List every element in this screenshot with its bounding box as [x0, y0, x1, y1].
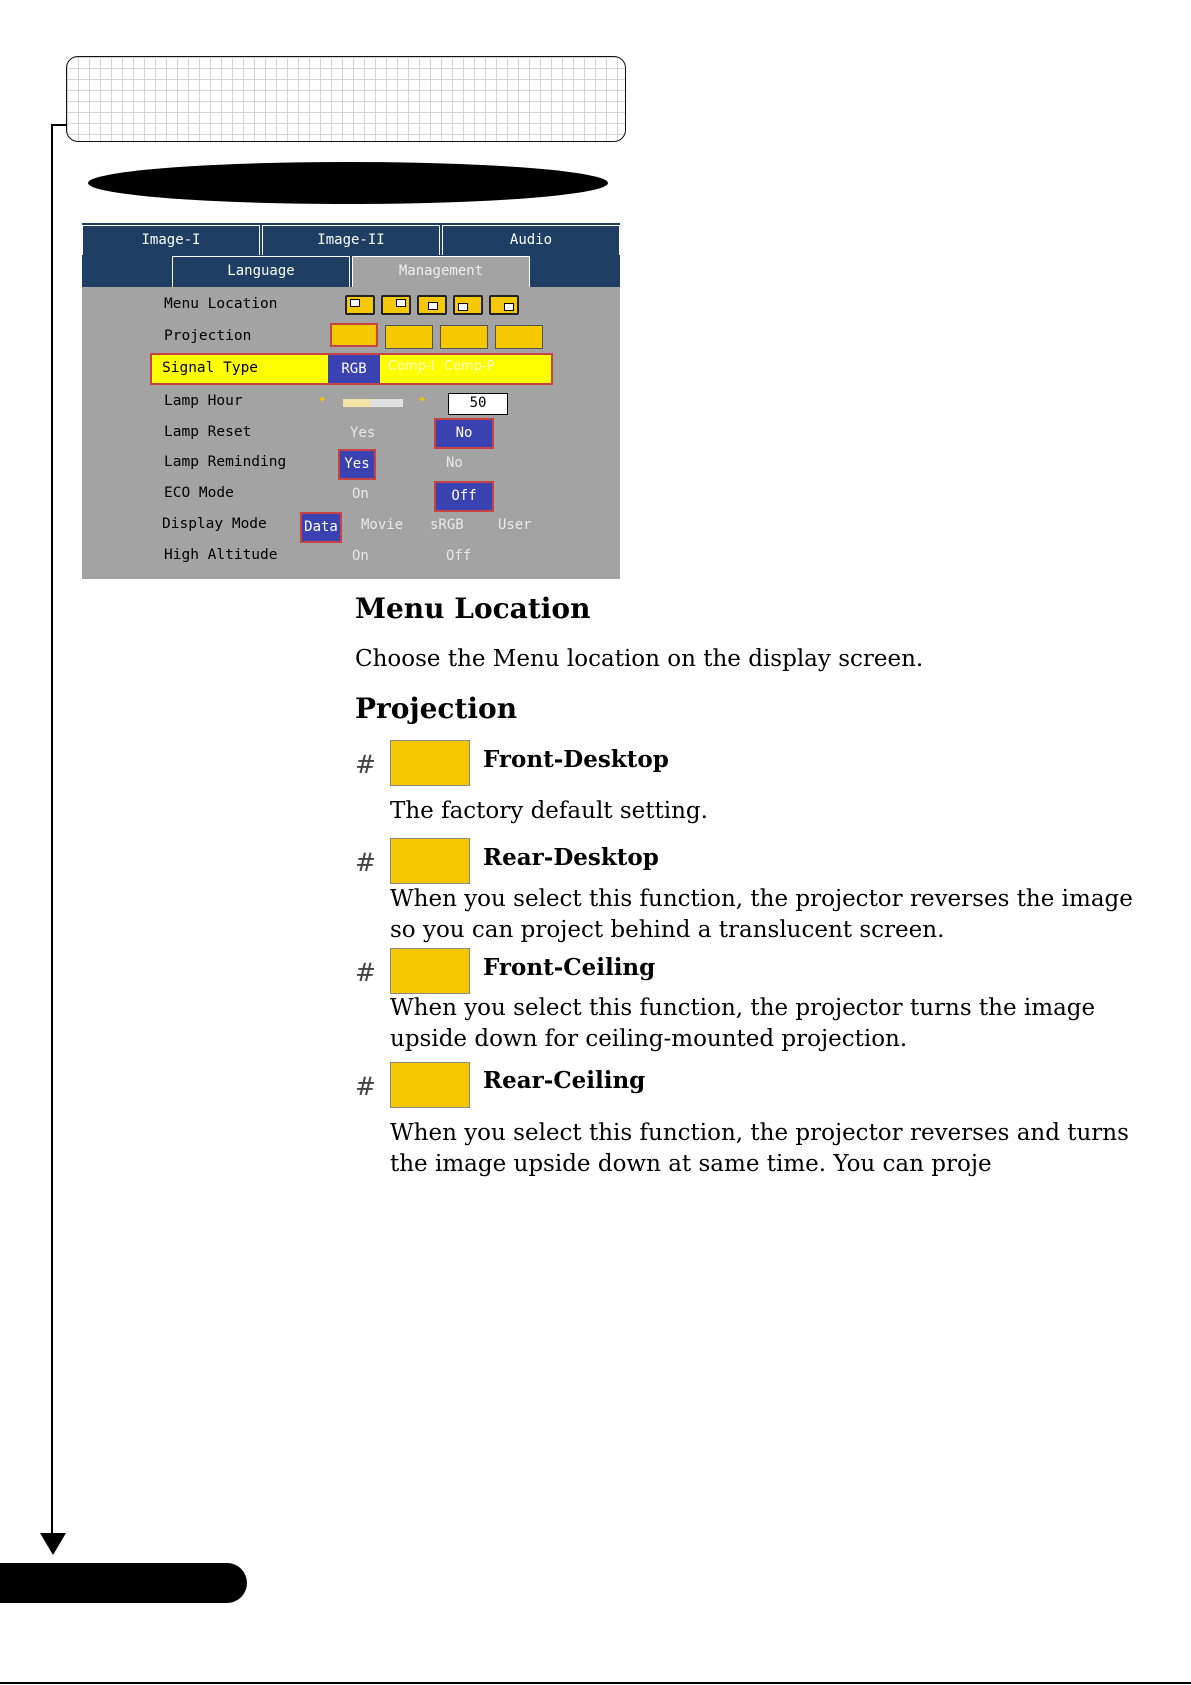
projection-label: Projection — [164, 328, 252, 344]
margin-line — [51, 124, 53, 1544]
tab-audio[interactable]: Audio — [442, 225, 620, 255]
bottom-rule — [0, 1682, 1191, 1684]
front-ceiling-icon — [390, 948, 470, 994]
rear-ceiling-icon[interactable] — [495, 325, 543, 349]
signal-comp-i-option[interactable]: Comp-I — [388, 359, 435, 374]
high-altitude-off[interactable]: Off — [446, 548, 472, 564]
menu-bottom-left-icon[interactable] — [453, 295, 483, 315]
menu-location-description: Choose the Menu location on the display screen. — [355, 646, 924, 672]
front-desktop-icon — [390, 740, 470, 786]
menu-bottom-right-icon[interactable] — [489, 295, 519, 315]
lamp-low-icon: ✦ — [318, 391, 327, 407]
projection-heading: Projection — [355, 692, 518, 725]
tab-image-i[interactable]: Image-I — [82, 225, 260, 255]
display-mode-movie[interactable]: Movie — [361, 517, 404, 533]
display-mode-srgb[interactable]: sRGB — [430, 517, 464, 533]
tab-language[interactable]: Language — [172, 256, 350, 287]
arrow-down-icon — [40, 1533, 66, 1555]
menu-location-heading: Menu Location — [355, 592, 591, 625]
menu-center-icon[interactable] — [417, 295, 447, 315]
lamp-high-icon: ✦ — [418, 391, 427, 407]
lamp-reset-no[interactable]: No — [434, 418, 494, 449]
bullet-hash: # — [355, 750, 376, 779]
front-desktop-description: The factory default setting. — [390, 798, 708, 824]
high-altitude-on[interactable]: On — [352, 548, 369, 564]
menu-location-label: Menu Location — [164, 296, 278, 312]
rear-desktop-description-line-1: When you select this function, the projector reverses the image — [390, 886, 1133, 912]
rear-ceiling-icon — [390, 1062, 470, 1108]
tab-management[interactable]: Management — [352, 256, 530, 287]
menu-top-left-icon[interactable] — [345, 295, 375, 315]
high-altitude-label: High Altitude — [164, 547, 278, 563]
front-desktop-icon[interactable] — [330, 323, 378, 347]
rear-desktop-title: Rear-Desktop — [483, 844, 659, 871]
eco-mode-on[interactable]: On — [352, 486, 369, 502]
lamp-hour-label: Lamp Hour — [164, 393, 243, 409]
eco-mode-label: ECO Mode — [164, 485, 234, 501]
bullet-hash: # — [355, 848, 376, 877]
rear-ceiling-description-line-1: When you select this function, the projector reverses and turns — [390, 1120, 1129, 1146]
lamp-hour-value: 50 — [448, 393, 508, 415]
bullet-hash: # — [355, 958, 376, 987]
menu-top-right-icon[interactable] — [381, 295, 411, 315]
display-mode-label: Display Mode — [162, 516, 267, 532]
signal-type-row[interactable] — [150, 353, 553, 385]
eco-mode-off[interactable]: Off — [434, 481, 494, 512]
margin-line-top — [51, 124, 67, 126]
page-header-grid — [66, 56, 626, 142]
chapter-title-bar — [88, 162, 608, 204]
rear-desktop-icon — [390, 838, 470, 884]
rear-ceiling-description-line-2: the image upside down at same time. You can proje — [390, 1151, 992, 1177]
rear-desktop-description-line-2: so you can project behind a translucent screen. — [390, 917, 945, 943]
bullet-hash: # — [355, 1072, 376, 1101]
display-mode-data[interactable]: Data — [300, 512, 342, 543]
lamp-hour-fill — [343, 399, 370, 407]
lamp-reminding-label: Lamp Reminding — [164, 454, 287, 470]
page-number-tab — [0, 1563, 247, 1603]
tab-image-ii[interactable]: Image-II — [262, 225, 440, 255]
lamp-reminding-no[interactable]: No — [446, 455, 463, 471]
front-ceiling-description-line-2: upside down for ceiling-mounted projection. — [390, 1026, 908, 1052]
front-ceiling-description-line-1: When you select this function, the projector turns the image — [390, 995, 1096, 1021]
front-ceiling-title: Front-Ceiling — [483, 954, 656, 981]
lamp-hour-bar — [343, 399, 403, 407]
front-desktop-title: Front-Desktop — [483, 746, 669, 773]
rear-desktop-icon[interactable] — [440, 325, 488, 349]
lamp-reset-label: Lamp Reset — [164, 424, 252, 440]
display-mode-user[interactable]: User — [498, 517, 532, 533]
front-ceiling-icon[interactable] — [385, 325, 433, 349]
signal-comp-p-option[interactable]: Comp-P — [444, 359, 495, 374]
lamp-reset-yes[interactable]: Yes — [350, 425, 376, 441]
signal-type-label: Signal Type — [162, 360, 259, 376]
lamp-reminding-yes[interactable]: Yes — [338, 449, 376, 480]
osd-management-menu — [82, 223, 620, 579]
signal-rgb-option[interactable]: RGB — [328, 355, 380, 383]
rear-ceiling-title: Rear-Ceiling — [483, 1067, 646, 1094]
